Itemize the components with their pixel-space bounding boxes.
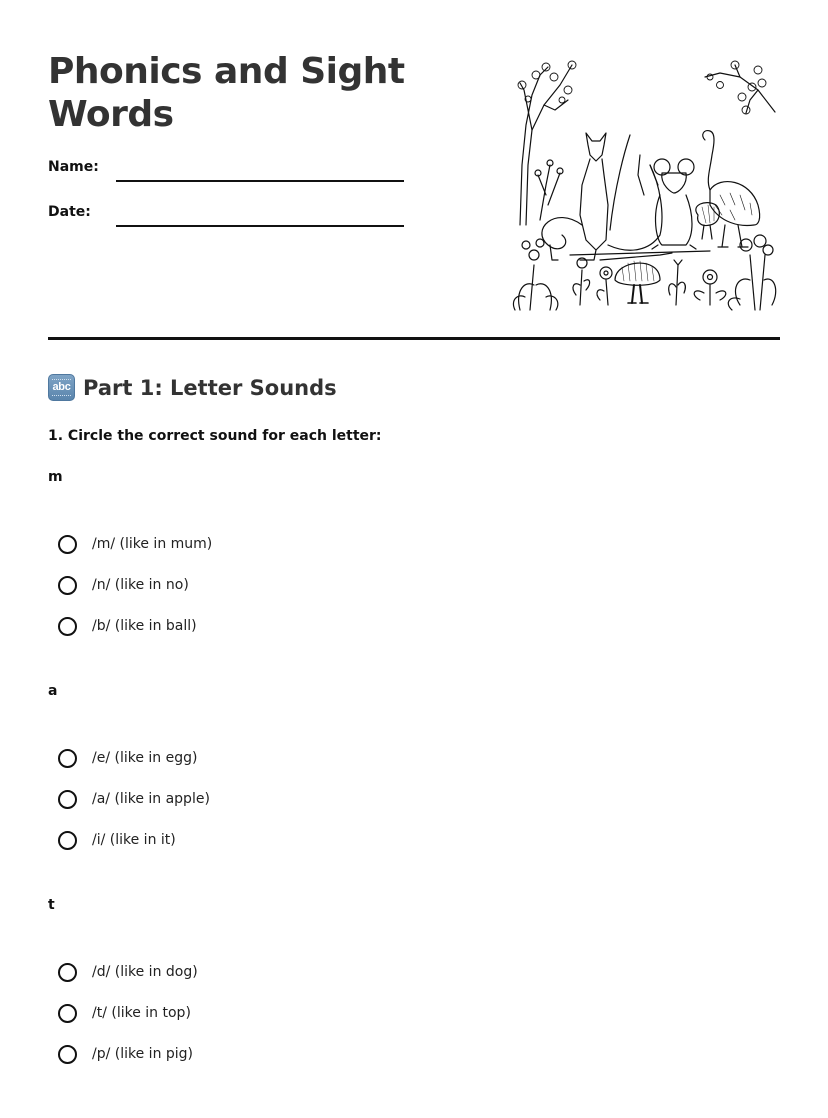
australian-animals-illustration-icon xyxy=(510,55,785,317)
radio-circle-icon[interactable] xyxy=(58,535,77,554)
name-label: Name: xyxy=(48,159,99,175)
option-m-1[interactable] xyxy=(58,532,212,556)
option-m-2[interactable] xyxy=(58,573,189,597)
letter-m: m xyxy=(48,469,63,485)
letter-t: t xyxy=(48,897,55,913)
part1-heading xyxy=(48,374,337,401)
radio-circle-icon[interactable] xyxy=(58,576,77,595)
option-label: /m/ (like in mum) xyxy=(92,536,213,552)
radio-circle-icon[interactable] xyxy=(58,749,77,768)
abc-input-icon: abc xyxy=(48,374,75,401)
option-label: /n/ (like in no) xyxy=(92,577,189,593)
title-line-2: Words xyxy=(48,94,174,135)
option-label: /d/ (like in dog) xyxy=(92,964,198,980)
option-m-3[interactable] xyxy=(58,614,197,638)
title-line-1: Phonics and Sight xyxy=(48,51,405,92)
radio-circle-icon[interactable] xyxy=(58,617,77,636)
option-a-2[interactable] xyxy=(58,787,210,811)
page-title xyxy=(48,50,448,136)
name-field[interactable] xyxy=(116,180,404,182)
letter-a: a xyxy=(48,683,58,699)
date-label: Date: xyxy=(48,204,91,220)
option-label: /i/ (like in it) xyxy=(92,832,176,848)
part1-title: Part 1: Letter Sounds xyxy=(83,375,337,400)
radio-circle-icon[interactable] xyxy=(58,790,77,809)
option-label: /p/ (like in pig) xyxy=(92,1046,194,1062)
option-t-2[interactable] xyxy=(58,1001,191,1025)
date-field[interactable] xyxy=(116,225,404,227)
option-a-3[interactable] xyxy=(58,828,176,852)
option-label: /e/ (like in egg) xyxy=(92,750,198,766)
option-t-3[interactable] xyxy=(58,1042,193,1066)
option-t-1[interactable] xyxy=(58,960,198,984)
radio-circle-icon[interactable] xyxy=(58,963,77,982)
question-1: 1. Circle the correct sound for each letter: xyxy=(48,428,382,444)
radio-circle-icon[interactable] xyxy=(58,1045,77,1064)
section-divider xyxy=(48,337,780,340)
radio-circle-icon[interactable] xyxy=(58,831,77,850)
radio-circle-icon[interactable] xyxy=(58,1004,77,1023)
option-label: /a/ (like in apple) xyxy=(92,791,210,807)
option-label: /b/ (like in ball) xyxy=(92,618,197,634)
option-label: /t/ (like in top) xyxy=(92,1005,191,1021)
option-a-1[interactable] xyxy=(58,746,197,770)
